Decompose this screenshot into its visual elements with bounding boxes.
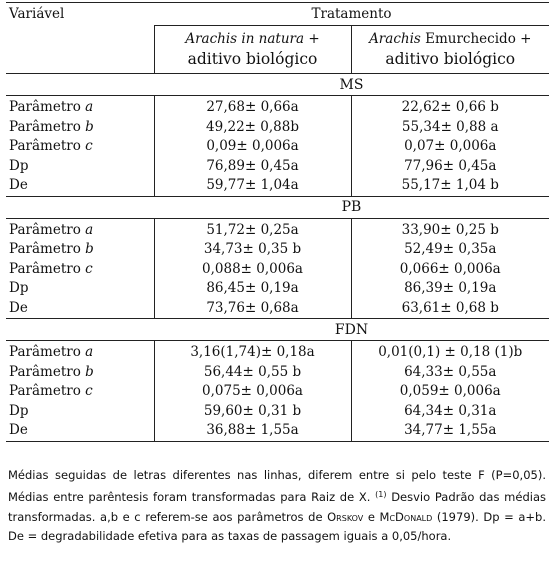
row-label	[6, 176, 154, 196]
row-label-prefix: De	[9, 177, 28, 193]
footnote-text	[8, 466, 546, 547]
table-row	[6, 382, 549, 402]
row-label	[6, 299, 154, 319]
row-label	[6, 240, 154, 260]
footnote-marker: (1)	[375, 490, 387, 500]
value-cell-treatment-1: 51,72± 0,25a	[154, 218, 351, 240]
row-label-param: b	[85, 118, 94, 135]
row-label-prefix: Dp	[9, 280, 29, 296]
value-cell-treatment-2: 55,34± 0,88 a	[351, 118, 549, 138]
value-cell-treatment-1: 49,22± 0,88b	[154, 118, 351, 138]
table-row	[6, 240, 549, 260]
value-cell-treatment-2: 86,39± 0,19a	[351, 279, 549, 299]
footnote-and: e	[363, 509, 380, 524]
row-label	[6, 218, 154, 240]
section-row	[6, 196, 549, 218]
value-cell-treatment-1: 73,76± 0,68a	[154, 299, 351, 319]
value-cell-treatment-2: 33,90± 0,25 b	[351, 218, 549, 240]
value-cell-treatment-1: 59,60± 0,31 b	[154, 402, 351, 422]
value-cell-treatment-1: 56,44± 0,55 b	[154, 363, 351, 383]
value-cell-treatment-1: 86,45± 0,19a	[154, 279, 351, 299]
value-cell-treatment-1: 36,88± 1,55a	[154, 421, 351, 441]
row-label	[6, 260, 154, 280]
value-cell-treatment-2: 0,01(0,1) ± 0,18 (1)b	[351, 341, 549, 363]
value-cell-treatment-1: 0,09± 0,006a	[154, 137, 351, 157]
treatment-1-plus: +	[304, 31, 320, 47]
treatment-header: Tratamento	[154, 3, 549, 26]
value-cell-treatment-2: 77,96± 0,45a	[351, 157, 549, 177]
table-row	[6, 299, 549, 319]
row-label	[6, 382, 154, 402]
row-label-param: a	[85, 221, 94, 238]
footnote	[8, 466, 546, 547]
row-label-param: a	[85, 99, 94, 115]
section-spacer	[6, 196, 154, 218]
row-label-prefix: Parâmetro	[9, 138, 86, 154]
value-cell-treatment-2: 63,61± 0,68 b	[351, 299, 549, 319]
footnote-author2: McDonald	[379, 509, 433, 524]
section-title: PB	[154, 196, 549, 218]
treatment-2-plus: Emurchecido +	[420, 31, 532, 47]
row-label	[6, 118, 154, 138]
treatment-1-name: Arachis in natura	[185, 31, 305, 47]
treatment-1-additive: aditivo biológico	[187, 50, 318, 68]
table-row	[6, 137, 549, 157]
value-cell-treatment-2: 0,066± 0,006a	[351, 260, 549, 280]
value-cell-treatment-2: 0,059± 0,006a	[351, 382, 549, 402]
value-cell-treatment-1: 34,73± 0,35 b	[154, 240, 351, 260]
row-label-prefix: Parâmetro	[9, 99, 86, 115]
row-label-prefix: Parâmetro	[9, 221, 86, 238]
row-label-param: b	[85, 241, 94, 257]
section-row	[6, 319, 549, 341]
section-title: MS	[154, 74, 549, 96]
table-row	[6, 421, 549, 441]
footnote-author1: Orskov	[327, 509, 364, 524]
value-cell-treatment-1: 0,088± 0,006a	[154, 260, 351, 280]
results-table	[6, 2, 549, 442]
row-label-prefix: Parâmetro	[9, 241, 86, 257]
value-cell-treatment-2: 55,17± 1,04 b	[351, 176, 549, 196]
value-cell-treatment-1: 0,075± 0,006a	[154, 382, 351, 402]
row-label-prefix: Parâmetro	[9, 260, 86, 277]
table-row	[6, 363, 549, 383]
row-label	[6, 137, 154, 157]
table-row	[6, 96, 549, 118]
value-cell-treatment-2: 64,34± 0,31a	[351, 402, 549, 422]
table-row	[6, 176, 549, 196]
treatment-2-header	[351, 26, 549, 74]
treatment-1-header	[154, 26, 351, 74]
row-label-prefix: Dp	[9, 157, 29, 174]
row-label-prefix: De	[9, 299, 28, 316]
value-cell-treatment-2: 34,77± 1,55a	[351, 421, 549, 441]
table-row	[6, 157, 549, 177]
value-cell-treatment-1: 3,16(1,74)± 0,18a	[154, 341, 351, 363]
table-row	[6, 402, 549, 422]
row-label-prefix: Parâmetro	[9, 363, 86, 380]
row-label-param: c	[85, 138, 93, 154]
row-label-param: b	[85, 363, 94, 380]
footnote-p1: Médias seguidas de letras diferentes nas linhas, diferem entre si pelo teste F (P=0,05). Médias entre parêntesis foram transformadas para Raiz de X.	[8, 468, 546, 505]
row-label-prefix: Parâmetro	[9, 383, 86, 399]
treatment-2-additive: aditivo biológico	[385, 50, 516, 68]
row-label-param: a	[85, 344, 94, 360]
value-cell-treatment-1: 59,77± 1,04a	[154, 176, 351, 196]
row-label	[6, 279, 154, 299]
row-label-prefix: Parâmetro	[9, 344, 86, 360]
treatment-2-name: Arachis	[369, 31, 421, 47]
row-label	[6, 421, 154, 441]
row-label	[6, 363, 154, 383]
value-cell-treatment-2: 22,62± 0,66 b	[351, 96, 549, 118]
row-label-param: c	[85, 383, 93, 399]
section-spacer	[6, 319, 154, 341]
row-label-prefix: Parâmetro	[9, 118, 86, 135]
row-label	[6, 341, 154, 363]
table-body	[6, 74, 549, 442]
value-cell-treatment-1: 76,89± 0,45a	[154, 157, 351, 177]
row-label	[6, 157, 154, 177]
table-row	[6, 118, 549, 138]
footnote-p2a: Desvio Padrão das médias transformadas. a,b e c referem-se aos parâmetros de	[8, 490, 546, 524]
table-row	[6, 279, 549, 299]
value-cell-treatment-2: 52,49± 0,35a	[351, 240, 549, 260]
value-cell-treatment-2: 0,07± 0,006a	[351, 137, 549, 157]
table-row	[6, 260, 549, 280]
value-cell-treatment-2: 64,33± 0,55a	[351, 363, 549, 383]
row-label-prefix: De	[9, 422, 28, 438]
row-label-prefix: Dp	[9, 402, 29, 419]
results-table-container	[6, 2, 549, 442]
section-title: FDN	[154, 319, 549, 341]
value-cell-treatment-1: 27,68± 0,66a	[154, 96, 351, 118]
row-label-param: c	[85, 260, 93, 277]
table-row	[6, 218, 549, 240]
variable-header: Variável	[6, 3, 154, 74]
table-row	[6, 341, 549, 363]
section-row	[6, 74, 549, 96]
section-spacer	[6, 74, 154, 96]
footnote-p2b: (1979). Dp = a+b. De = degradabilidade efetiva para as taxas de passagem iguais a 0,05/hora.	[8, 509, 546, 544]
row-label	[6, 402, 154, 422]
row-label	[6, 96, 154, 118]
